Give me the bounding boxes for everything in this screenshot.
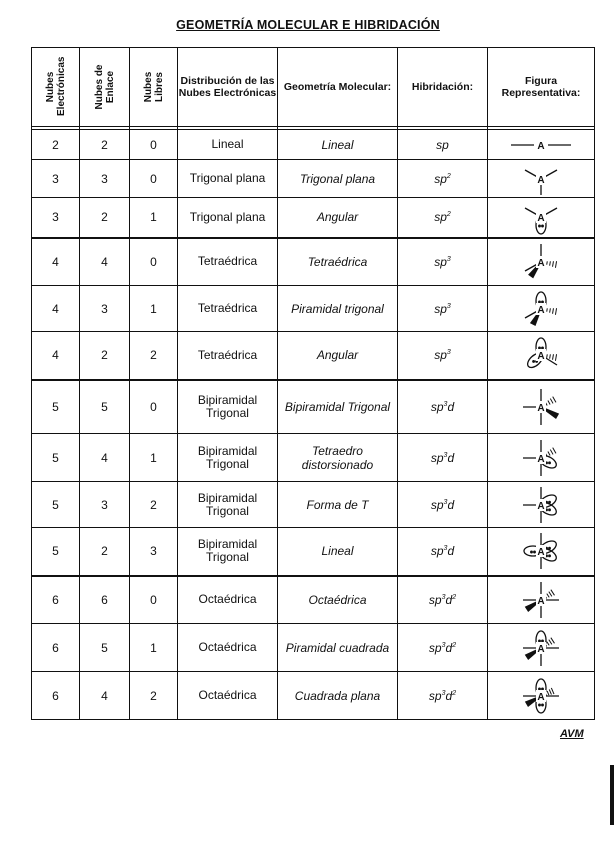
signature: AVM (560, 728, 584, 740)
free-clouds-cell: 2 (130, 332, 178, 380)
molecule-figure (496, 674, 586, 718)
free-clouds-cell: 1 (130, 434, 178, 482)
figure-cell (488, 198, 595, 238)
hyb-exponent: 3 (446, 349, 451, 357)
header-electron-clouds: Nubes Electrónicas (32, 48, 80, 127)
geometry-cell: Forma de T (278, 482, 398, 528)
bonding-clouds-cell: 3 (80, 286, 130, 332)
hyb-base: sp (430, 399, 444, 414)
electron-clouds-cell: 4 (32, 286, 80, 332)
bonding-clouds-cell: 2 (80, 198, 130, 238)
figure-cell (488, 130, 595, 160)
figure-cell (488, 332, 595, 380)
electron-clouds-cell: 6 (32, 624, 80, 672)
table-row (32, 198, 595, 238)
hybridization-cell (398, 198, 488, 238)
central-atom-label: A (537, 547, 545, 559)
hybridization-cell (398, 482, 488, 528)
hybridization-cell (398, 130, 488, 160)
geometry-cell: Octaédrica (278, 576, 398, 624)
distribution-cell: Trigonal plana (178, 160, 278, 198)
geometry-cell: Trigonal plana (278, 160, 398, 198)
central-atom-label: A (537, 453, 545, 465)
hybridization-cell (398, 286, 488, 332)
table-row (32, 624, 595, 672)
free-clouds-cell: 1 (130, 198, 178, 238)
figure-cell (488, 160, 595, 198)
hyb-base: sp (428, 688, 442, 703)
distribution-cell: Lineal (178, 130, 278, 160)
hyb-exponent: 3 (446, 255, 451, 263)
geometry-cell: Lineal (278, 528, 398, 576)
geometry-cell: Angular (278, 198, 398, 238)
molecule-figure (496, 132, 586, 158)
header-geometry: Geometría Molecular: (278, 48, 398, 127)
hyb-exponent: 3 (441, 593, 446, 601)
figure-cell (488, 624, 595, 672)
free-clouds-cell: 3 (130, 528, 178, 576)
table-row (32, 160, 595, 198)
hybridization-cell (398, 672, 488, 720)
central-atom-label: A (537, 140, 545, 152)
distribution-cell: Bipiramidal Trigonal (178, 380, 278, 434)
bonding-clouds-cell: 4 (80, 672, 130, 720)
electron-clouds-cell: 5 (32, 482, 80, 528)
distribution-cell: Octaédrica (178, 576, 278, 624)
electron-clouds-cell: 4 (32, 238, 80, 286)
free-clouds-cell: 2 (130, 672, 178, 720)
figure-cell (488, 286, 595, 332)
table-row (32, 380, 595, 434)
geometry-cell: Tetraédrica (278, 238, 398, 286)
hyb-exponent: 3 (441, 641, 446, 649)
electron-clouds-cell: 6 (32, 672, 80, 720)
hyb-base: sp (434, 254, 447, 269)
hyb-exponent: 3 (443, 451, 448, 459)
hyb-base: sp (430, 544, 444, 559)
hybridization-table (31, 47, 595, 720)
hyb-base: sp (434, 348, 447, 363)
hyb-base: sp (430, 497, 444, 512)
bonding-clouds-cell: 5 (80, 624, 130, 672)
hyb-exponent: 2 (446, 172, 451, 180)
electron-clouds-cell: 2 (32, 130, 80, 160)
page-edge-mark (610, 765, 614, 825)
bonding-clouds-cell: 2 (80, 130, 130, 160)
central-atom-label: A (537, 174, 545, 186)
bonding-clouds-cell: 3 (80, 160, 130, 198)
distribution-cell: Bipiramidal Trigonal (178, 528, 278, 576)
bonding-clouds-cell: 4 (80, 238, 130, 286)
figure-cell (488, 380, 595, 434)
figure-cell (488, 238, 595, 286)
header-distribution: Distribución de las Nubes Electrónicas (178, 48, 278, 127)
hybridization-cell (398, 160, 488, 198)
distribution-cell: Tetraédrica (178, 238, 278, 286)
molecule-figure (496, 199, 586, 235)
distribution-cell: Bipiramidal Trigonal (178, 482, 278, 528)
molecule-figure (496, 288, 586, 330)
header-hybridization: Hibridación: (398, 48, 488, 127)
electron-clouds-cell: 5 (32, 528, 80, 576)
hyb-base: sp (434, 171, 447, 186)
table-row (32, 332, 595, 380)
hyb-exponent: 3 (443, 400, 448, 408)
bonding-clouds-cell: 5 (80, 380, 130, 434)
hybridization-cell (398, 624, 488, 672)
central-atom-label: A (537, 595, 545, 607)
central-atom-label: A (537, 402, 545, 414)
hybridization-cell (398, 576, 488, 624)
bonding-clouds-cell: 6 (80, 576, 130, 624)
bonding-clouds-cell: 2 (80, 528, 130, 576)
header-row (32, 48, 595, 127)
molecule-figure (496, 382, 586, 432)
hyb-d: d (447, 399, 455, 414)
molecule-figure (496, 240, 586, 284)
geometry-cell: Piramidal trigonal (278, 286, 398, 332)
distribution-cell: Tetraédrica (178, 332, 278, 380)
hybridization-cell (398, 434, 488, 482)
central-atom-label: A (537, 213, 545, 225)
central-atom-label: A (537, 257, 545, 269)
hyb-base: sp (434, 301, 447, 316)
geometry-cell: Piramidal cuadrada (278, 624, 398, 672)
bonding-clouds-cell: 4 (80, 434, 130, 482)
distribution-cell: Octaédrica (178, 672, 278, 720)
hyb-d: d (445, 640, 453, 655)
molecule-figure (496, 333, 586, 377)
distribution-cell: Tetraédrica (178, 286, 278, 332)
distribution-cell: Trigonal plana (178, 198, 278, 238)
electron-clouds-cell: 6 (32, 576, 80, 624)
molecule-figure (496, 162, 586, 196)
bonding-clouds-cell: 2 (80, 332, 130, 380)
table-row (32, 286, 595, 332)
central-atom-label: A (537, 691, 545, 703)
hyb-base: sp (436, 137, 449, 152)
geometry-cell: Tetraedro distorsionado (278, 434, 398, 482)
distribution-cell: Octaédrica (178, 624, 278, 672)
header-bonding-clouds: Nubes de Enlace (80, 48, 130, 127)
hyb-d-exponent: 2 (452, 689, 457, 697)
geometry-cell: Bipiramidal Trigonal (278, 380, 398, 434)
hyb-base: sp (430, 450, 444, 465)
electron-clouds-cell: 5 (32, 434, 80, 482)
table-row (32, 238, 595, 286)
molecule-figure (496, 484, 586, 526)
figure-cell (488, 528, 595, 576)
figure-cell (488, 482, 595, 528)
free-clouds-cell: 0 (130, 130, 178, 160)
free-clouds-cell: 2 (130, 482, 178, 528)
figure-cell (488, 434, 595, 482)
hyb-d: d (445, 592, 453, 607)
molecule-figure (496, 578, 586, 622)
table-row (32, 576, 595, 624)
hybridization-cell (398, 332, 488, 380)
hyb-d: d (447, 497, 455, 512)
free-clouds-cell: 0 (130, 238, 178, 286)
hyb-d: d (447, 544, 455, 559)
central-atom-label: A (537, 351, 545, 363)
table-row (32, 130, 595, 160)
hyb-d-exponent: 2 (452, 641, 457, 649)
free-clouds-cell: 1 (130, 624, 178, 672)
header-figure: Figura Representativa: (488, 48, 595, 127)
hyb-exponent: 3 (443, 498, 448, 506)
electron-clouds-cell: 5 (32, 380, 80, 434)
central-atom-label: A (537, 643, 545, 655)
figure-cell (488, 576, 595, 624)
hyb-d-exponent: 2 (452, 593, 457, 601)
geometry-cell: Angular (278, 332, 398, 380)
bonding-clouds-cell: 3 (80, 482, 130, 528)
page-title: GEOMETRÍA MOLECULAR E HIBRIDACIÓN (176, 18, 440, 32)
free-clouds-cell: 0 (130, 160, 178, 198)
free-clouds-cell: 0 (130, 380, 178, 434)
geometry-cell: Cuadrada plana (278, 672, 398, 720)
distribution-cell: Bipiramidal Trigonal (178, 434, 278, 482)
molecule-figure (496, 626, 586, 670)
molecule-figure (496, 436, 586, 480)
electron-clouds-cell: 4 (32, 332, 80, 380)
table-row (32, 672, 595, 720)
hyb-base: sp (428, 592, 442, 607)
hyb-exponent: 3 (443, 545, 448, 553)
hyb-d: d (445, 688, 453, 703)
figure-cell (488, 672, 595, 720)
central-atom-label: A (537, 500, 545, 512)
hybridization-cell (398, 238, 488, 286)
table-row (32, 528, 595, 576)
geometry-cell: Lineal (278, 130, 398, 160)
molecule-figure (496, 529, 586, 573)
table-row (32, 434, 595, 482)
hyb-exponent: 3 (441, 689, 446, 697)
electron-clouds-cell: 3 (32, 198, 80, 238)
central-atom-label: A (537, 304, 545, 316)
free-clouds-cell: 1 (130, 286, 178, 332)
hybridization-cell (398, 380, 488, 434)
hyb-exponent: 3 (446, 302, 451, 310)
hyb-exponent: 2 (446, 211, 451, 219)
hybridization-cell (398, 528, 488, 576)
hyb-d: d (447, 450, 455, 465)
hyb-base: sp (428, 640, 442, 655)
header-free-clouds: Nubes Libres (130, 48, 178, 127)
free-clouds-cell: 0 (130, 576, 178, 624)
electron-clouds-cell: 3 (32, 160, 80, 198)
hyb-base: sp (434, 210, 447, 225)
table-row (32, 482, 595, 528)
